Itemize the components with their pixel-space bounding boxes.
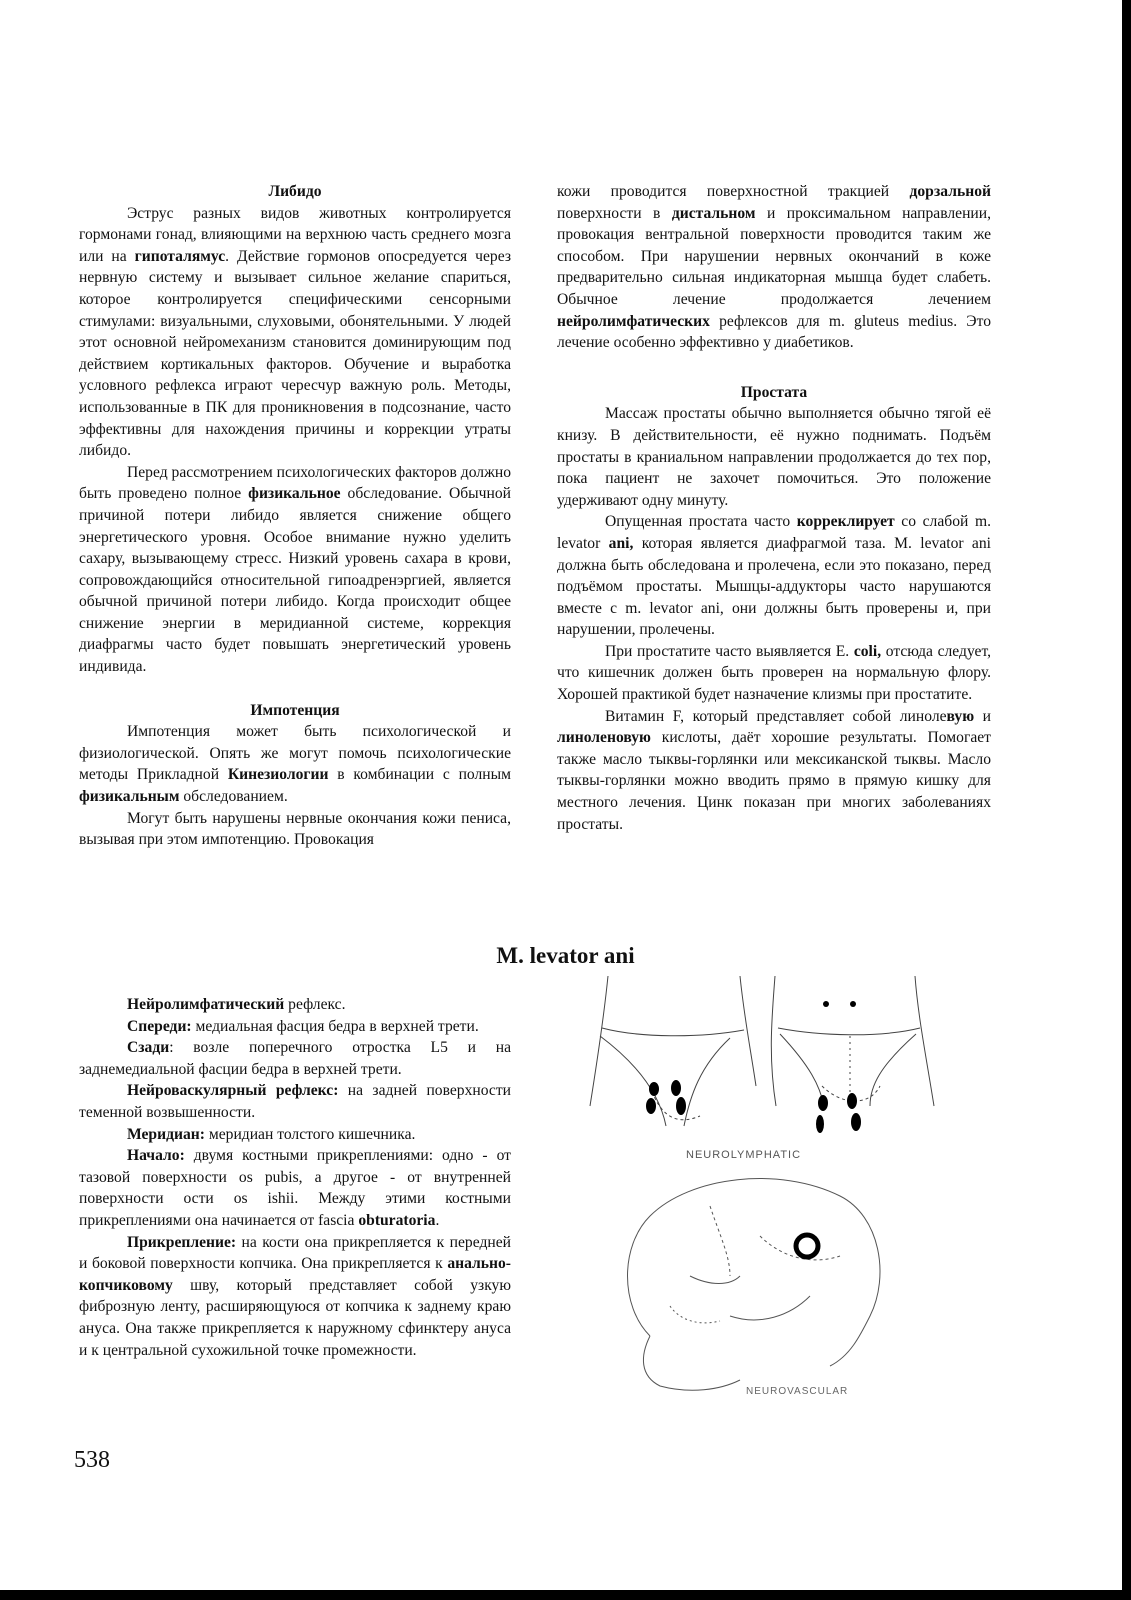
prostate-paragraph-3: При простатите часто выявляется E. coli, отсюда следует, что кишечник должен быть проверен на нормальную флору. Хорошей практикой будет назначение клизмы при простатите. — [557, 642, 991, 704]
libido-paragraph-2: Перед рассмотрением психологических факторов должно быть проведено полное физикальное обследование. Обычной причиной потери либидо является снижение общего энергетического уровня. Особое внимание нужно уделить сахару, вызывающему стресс. Низкий уровень сахара в крови, сопровождающийся относительной гипоадренэргией, является обычной причиной потери либидо. Когда происходит общее снижение энергии в меридианной системе, коррекция диафрагмы часто будет повышать энергетический уровень индивида. — [79, 463, 511, 676]
insertion-paragraph: Прикрепление: на кости она прикрепляется к передней и боковой поверхности копчика. Она прикрепляется к анально-копчиковому шву, который представляет собой узкую фиброзную ленту, расширяющуюся от копчика к заднему краю ануса. Она также прикрепляется к наружному сфинктеру ануса и к центральной сухожильной точке промежности. — [79, 1233, 511, 1359]
neurovascular-label: NEUROVASCULAR — [746, 1386, 849, 1397]
neurovascular-line: Нейроваскулярный рефлекс: на задней поверхности теменной возвышенности. — [79, 1082, 511, 1121]
left-column-top — [79, 181, 511, 851]
right-column-top — [557, 181, 991, 835]
front-line: Спереди: медиальная фасция бедра в верхней трети. — [127, 1017, 479, 1035]
neurolymphatic-figure — [590, 976, 934, 1126]
neurovascular-point — [796, 1235, 818, 1257]
impotence-paragraph-2: Могут быть нарушены нервные окончания кожи пениса, вызывая при этом импотенцию. Провокация — [79, 809, 511, 849]
meridian-line: Меридиан: меридиан толстого кишечника. — [127, 1125, 416, 1143]
libido-heading: Либидо — [268, 183, 322, 200]
neurolymphatic-label: NEUROLYMPHATIC — [686, 1149, 802, 1161]
libido-paragraph-1: Эструс разных видов животных контролируется гормонами гонад, влияющими на верхнюю часть среднего мозга или на гипоталямус. Действие гормонов опосредуется через нервную систему и вызывает сильное желание спариться, которое контролируется специфическими сенсорными стимулами: визуальными, слуховыми, обонятельными. У людей этот основной нейромеханизм становится доминирующим под действием кортикальных факторов. Обучение и выработка условного рефлекса играют чересчур важную роль. Методы, использованные в ПК для проникновения в подсознание, часто эффективны для нахождения причины и коррекции утраты либидо. — [79, 204, 511, 460]
section-heading: M. levator ani — [496, 943, 635, 968]
skull-figure — [628, 1179, 881, 1391]
back-line: Сзади: возле поперечного отростка L5 и на заднемедиальной фасции бедра в верхней трети. — [79, 1039, 511, 1078]
impotence-heading: Импотенция — [250, 701, 340, 719]
scan-edge-right — [1122, 0, 1131, 1600]
page-number: 538 — [74, 1447, 110, 1473]
skin-provocation-paragraph: кожи проводится поверхностной тракцией дорзальной поверхности в дистальном и проксимальном направлении, провокация вентральной поверхности проводится таким же способом. При нарушении нервных окончаний в коже предварительно сильная индикаторная мышца будет слабеть. Обычное лечение продолжается лечением нейролимфатических рефлексов для m. gluteus medius. Это лечение особенно эффективно у диабетиков. — [557, 183, 992, 352]
origin-paragraph: Начало: двумя костными прикреплениями: одно - от тазовой поверхности os pubis, а другое - от внутренней поверхности ости os ishii. Между этими костными прикреплениями она начинается от fascia obturatoria. — [79, 1147, 511, 1229]
prostate-heading: Простата — [740, 383, 808, 401]
left-column-bottom — [79, 994, 511, 1361]
neurolymphatic-line: Нейролимфатический рефлекс. — [127, 996, 346, 1013]
prostate-paragraph-4: Витамин F, который представляет собой линолевую и линоленовую кислоты, даёт хорошие результаты. Помогает также масло тыквы-горлянки или мексиканской тыквы. Масло тыквы-горлянки можно вводить прямо в прямую кишку для местного лечения. Цинк показан при многих заболеваниях простаты. — [557, 707, 991, 833]
impotence-paragraph-1: Импотенция может быть психологической и физиологической. Опять же могут помочь психологические методы Прикладной Кинезиологии в комбинации с полным физикальным обследованием. — [79, 723, 511, 806]
anatomy-figure — [580, 976, 960, 1426]
prostate-paragraph-2: Опущенная простата часто корреклирует со слабой m. levator ani, которая является диафрагмой таза. M. levator ani должна быть обследована и пролечена, если это показано, перед подъёмом простаты. Мышцы-аддукторы часто нарушаются вместе с m. levator ani, они должны быть проверены и, при нарушении, пролечены. — [557, 513, 991, 639]
scan-edge-bottom — [0, 1590, 1131, 1600]
prostate-paragraph-1: Массаж простаты обычно выполняется обычно тягой её книзу. В действительности, её нужно поднимать. Подъём простаты в краниальном направлении продолжается до тех пор, пока пациент не захочет помочиться. Это положение удерживают одну минуту. — [557, 405, 991, 509]
